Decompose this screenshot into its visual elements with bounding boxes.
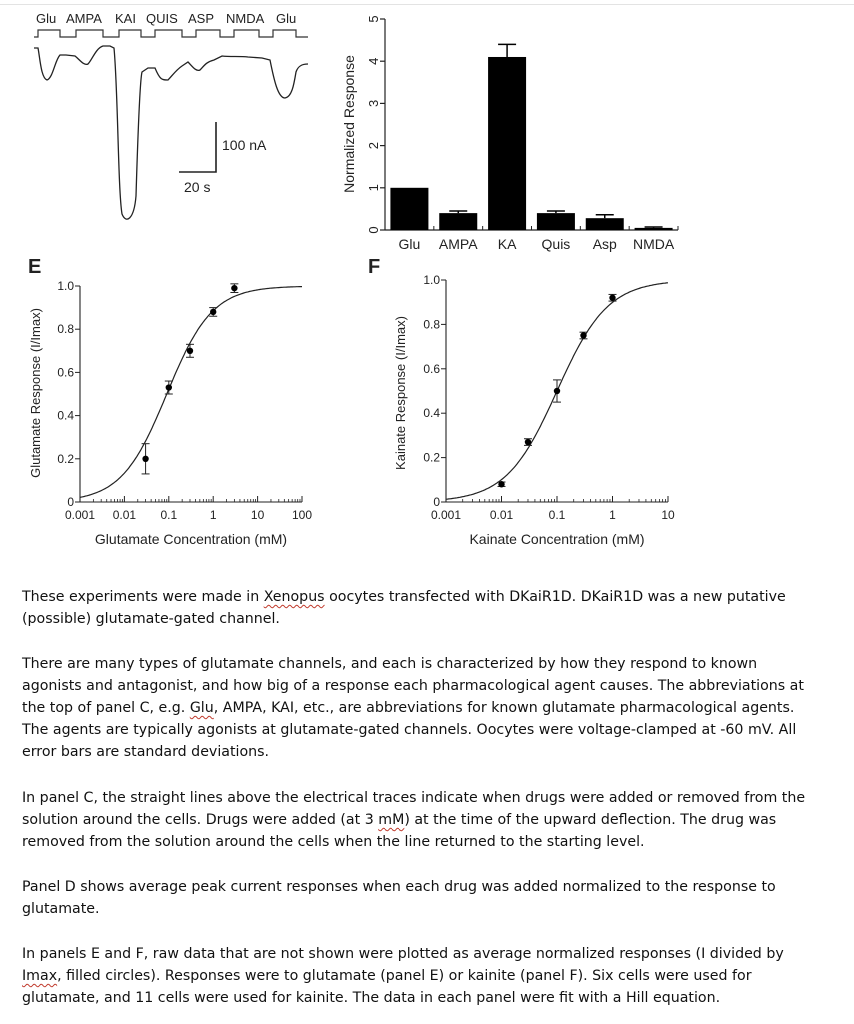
y-tick-label: 0.2 [423, 450, 440, 465]
x-tick-label: 0.1 [548, 508, 566, 522]
y-tick-label: 4 [366, 57, 381, 65]
text-span: ) at the time of the upward deflection. The drug was removed from the solution around the cells when the line returned to the starting level. [22, 812, 777, 850]
data-point [554, 388, 560, 394]
drug-label: Glu [276, 11, 297, 26]
bar [537, 213, 575, 230]
x-tick-label: 10 [661, 508, 675, 522]
drug-label: AMPA [66, 11, 102, 26]
y-axis-label: Normalized Response [341, 55, 357, 193]
text-span: In panel C, the straight lines above the electrical traces indicate when drugs were added or removed from the solution around the cells. Drugs were added (at 3 [22, 790, 806, 828]
paragraph-panel-c [22, 787, 812, 853]
y-tick-label: 0 [366, 226, 381, 234]
x-tick-label: 10 [250, 508, 265, 522]
x-tick-label: 1 [209, 508, 217, 522]
data-point [210, 309, 216, 315]
bar [390, 188, 428, 230]
data-point [231, 285, 237, 291]
y-tick-label: 0.4 [57, 408, 74, 423]
data-point [498, 481, 504, 487]
drug-label: Glu [36, 11, 57, 26]
scale-bar [179, 122, 216, 172]
panel-e-dose-response [28, 279, 312, 547]
y-tick-label: 5 [366, 15, 381, 23]
drug-label: ASP [188, 11, 215, 26]
y-tick-label: 2 [366, 141, 381, 150]
y-tick-label: 0 [433, 495, 440, 509]
x-tick-label: AMPA [438, 236, 478, 252]
panel-c [34, 11, 308, 219]
x-tick-label: Glu [398, 236, 421, 252]
y-tick-label: 0.4 [423, 406, 440, 421]
bar [635, 228, 673, 230]
y-tick-label: 3 [366, 99, 381, 108]
y-tick-label: 0.6 [57, 365, 74, 380]
panel-label-e: E [28, 256, 42, 278]
text-span: oocytes transfected with DKaiR1D. DKaiR1D was a new putative (possible) glutamate-gated channel. [22, 589, 786, 627]
y-axis-label: Kainate Response (I/Imax) [393, 316, 408, 470]
spellcheck-word: Xenopus [263, 589, 325, 605]
text-span: In panels E and F, raw data that are not shown were plotted as average normalized responses (I divided by [22, 946, 784, 962]
scale-current-label: 100 nA [222, 137, 267, 153]
data-point [609, 295, 615, 301]
x-tick-label: 0.001 [64, 508, 96, 522]
x-tick-label: 0.01 [489, 508, 514, 522]
x-tick-label: Quis [541, 236, 571, 252]
x-tick-label: Asp [592, 236, 617, 252]
paragraph-panel-d [22, 876, 812, 920]
text-span: There are many types of glutamate channels, and each is characterized by how they respond to known agonists and antagonist, and how big of a response each pharmacological agent causes. The abbreviations at the top of panel C, e.g. [22, 656, 804, 716]
spellcheck-word: Imax [22, 968, 58, 984]
drug-label: KAI [115, 11, 136, 26]
text-span: , filled circles). Responses were to glutamate (panel E) or kainite (panel F). Six cells were used for glutamate, and 11 cells were used for kainite. The data in each panel were fit with a Hill equation. [22, 968, 752, 1006]
x-axis-label: Glutamate Concentration (mM) [94, 531, 288, 547]
y-tick-label: 1.0 [423, 273, 440, 287]
data-point [580, 332, 586, 338]
current-trace [34, 46, 308, 219]
panel-d-bar-chart [341, 15, 678, 252]
text-span: These experiments were made in [22, 589, 264, 605]
y-tick-label: 1.0 [57, 279, 74, 293]
x-axis-label: Kainate Concentration (mM) [469, 531, 645, 547]
x-tick-label: 0.01 [112, 508, 137, 522]
paragraph-channel-types [22, 653, 812, 763]
spellcheck-word: Glu [189, 700, 214, 716]
paragraph-intro [22, 586, 812, 630]
y-tick-label: 0 [67, 495, 74, 509]
y-tick-label: 0.2 [57, 451, 74, 466]
scale-time-label: 20 s [184, 179, 211, 195]
y-tick-label: 0.8 [57, 322, 74, 337]
data-point [166, 384, 172, 390]
data-point [142, 456, 148, 462]
panel-label-f: F [368, 256, 381, 278]
y-axis-label: Glutamate Response (I/Imax) [28, 308, 43, 478]
spellcheck-word: mM [378, 812, 405, 828]
text-span: Panel D shows average peak current responses when each drug was added normalized to the response to glutamate. [22, 879, 776, 917]
y-tick-label: 0.8 [423, 317, 440, 332]
bar [488, 57, 526, 230]
x-tick-label: 1 [609, 508, 616, 522]
panel-f-dose-response [393, 273, 675, 547]
drug-label: NMDA [226, 11, 265, 26]
paragraph-panels-e-f [22, 943, 812, 1009]
x-tick-label: 100 [291, 508, 313, 522]
x-tick-label: NMDA [632, 236, 675, 252]
x-tick-label: 0.001 [430, 508, 462, 522]
data-point [525, 439, 531, 445]
drug-application-line [34, 30, 308, 37]
text-span: , AMPA, KAI, etc., are abbreviations for known glutamate pharmacological agents. The agents are typically agonists at glutamate-gated channels. Oocytes were voltage-clamped at -60 mV. All error bars are standard deviations. [22, 700, 797, 760]
x-tick-label: 0.1 [160, 508, 178, 522]
x-tick-label: KA [497, 236, 517, 252]
drug-labels [36, 11, 296, 26]
y-tick-label: 0.6 [423, 361, 440, 376]
bar [439, 213, 477, 230]
y-tick-label: 1 [366, 184, 381, 192]
data-point [187, 348, 193, 354]
hill-fit-curve [80, 287, 302, 498]
drug-label: QUIS [146, 11, 178, 26]
bar [586, 218, 624, 230]
